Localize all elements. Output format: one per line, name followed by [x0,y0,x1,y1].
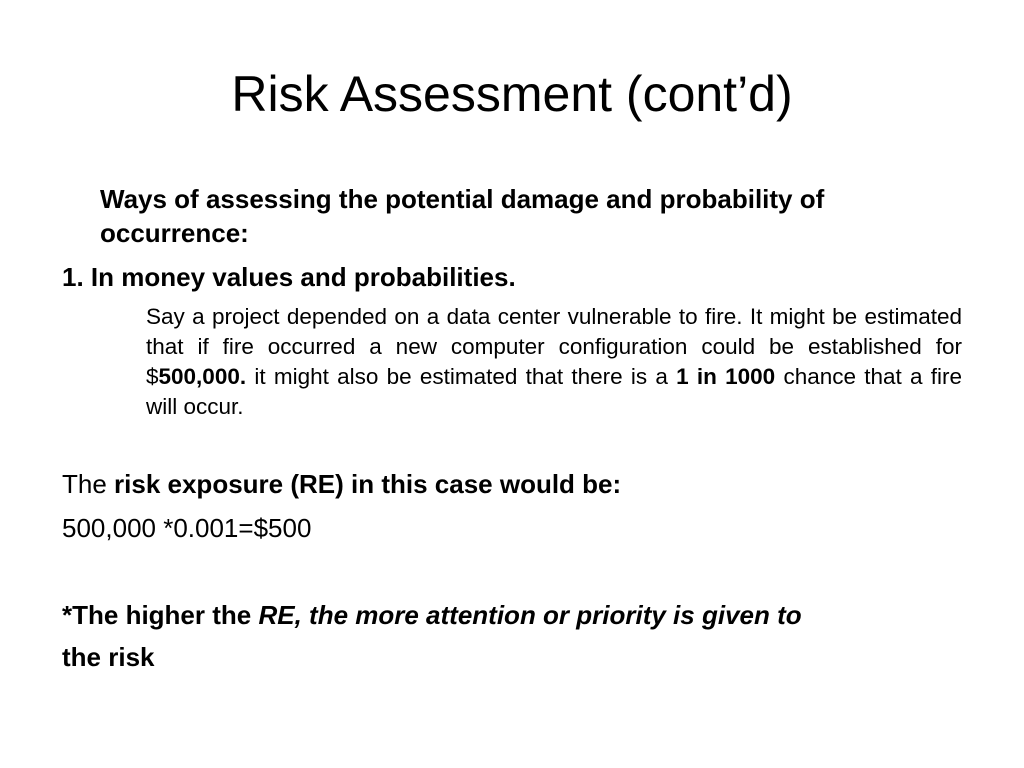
risk-exposure-line [62,466,962,502]
intro-text: Ways of assessing the potential damage and probability of occurrence: [100,184,825,248]
example-amount: 500,000. [158,364,247,389]
example-odds: 1 in 1000 [676,364,776,389]
example-paragraph [146,302,962,422]
example-text-part1: Say a project depended on a data center vulnerable to fire. It might be estimated that if fire occurred a new computer configuration could be established for $ [146,304,962,389]
example-text-part2: it might also be estimated that there is a [246,364,677,389]
note-italic: RE, the more attention or priority is given to [258,600,802,630]
slide-title: Risk Assessment (cont’d) [231,66,793,122]
re-bold: risk exposure (RE) in this case would be: [114,469,622,499]
note-lead: *The higher the [62,600,259,630]
re-lead: The [62,469,115,499]
re-formula: 500,000 *0.001=$500 [62,513,312,543]
example-text-part3: chance that a fire will occur. [146,364,962,419]
point-1-heading: 1. In money values and probabilities. [62,262,516,292]
note-tail: the risk [62,642,155,672]
priority-note [62,594,962,678]
